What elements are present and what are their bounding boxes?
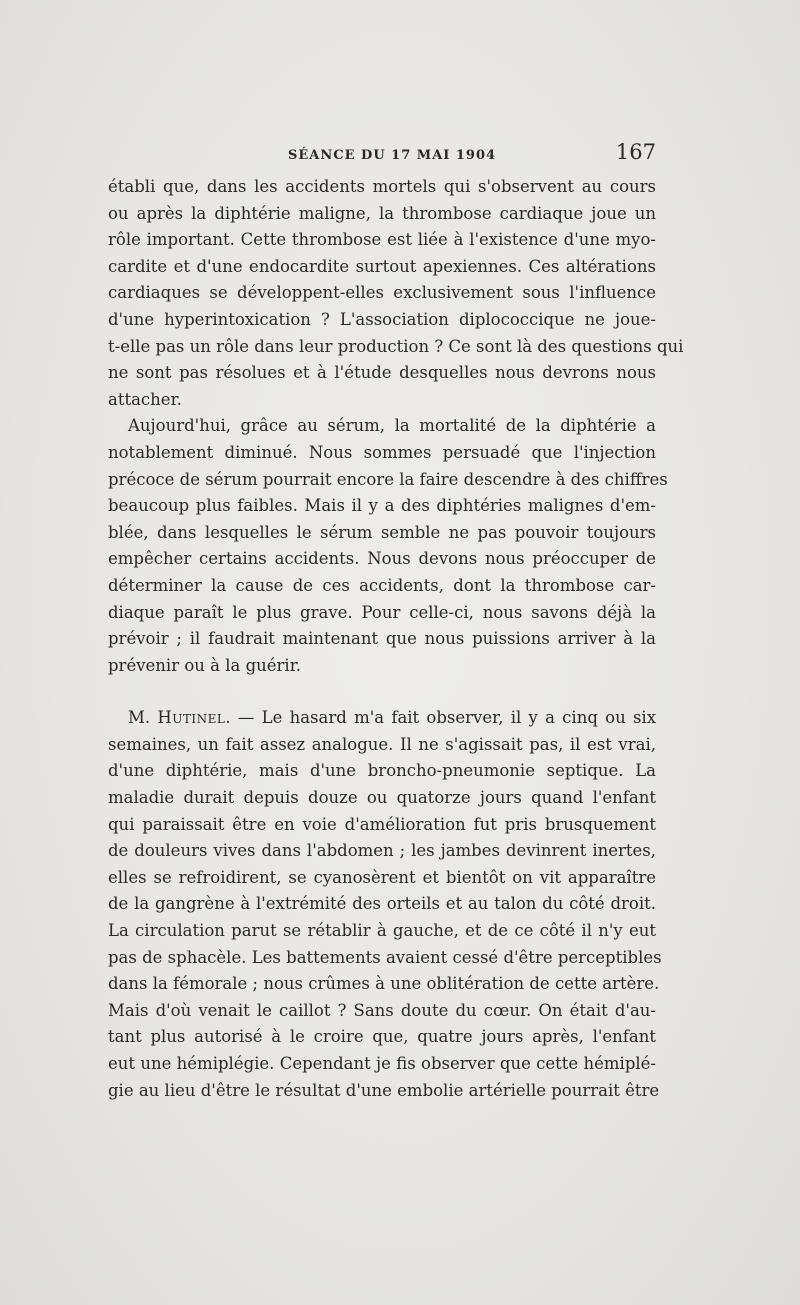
paragraph-gap [108, 679, 656, 705]
paragraph-3 [108, 705, 662, 1104]
text-line: maladie durait depuis douze ou quatorze jours quand l'enfant [108, 788, 656, 808]
text-line: beaucoup plus faibles. Mais il y a des diphtéries malignes d'em- [108, 496, 656, 516]
text-line: prévenir ou à la guérir. [108, 655, 302, 675]
text-line: cardite et d'une endocardite surtout apexiennes. Ces altérations [108, 256, 656, 276]
text-line: précoce de sérum pourrait encore la faire descendre à des chiffres [108, 469, 668, 489]
text-line: notablement diminué. Nous sommes persuadé que l'injection [108, 442, 656, 462]
text-line: cardiaques se développent-elles exclusivement sous l'influence [108, 283, 656, 303]
text-line: Mais d'où venait le caillot ? Sans doute du cœur. On était d'au- [108, 1000, 656, 1020]
text-line: ou après la diphtérie maligne, la thrombose cardiaque joue un [108, 203, 656, 223]
speaker-line-rest: . — Le hasard m'a fait observer, il y a cinq ou six [225, 708, 656, 728]
text-line: semaines, un fait assez analogue. Il ne s'agissait pas, il est vrai, [108, 734, 656, 754]
text-line: attacher. [108, 389, 182, 409]
text-line: rôle important. Cette thrombose est liée à l'existence d'une myo- [108, 230, 656, 250]
text-line: elles se refroidirent, se cyanosèrent et bientôt on vit apparaître [108, 867, 656, 887]
text-line [108, 705, 656, 732]
text-line: déterminer la cause de ces accidents, dont la thrombose car- [108, 575, 656, 595]
page-number: 167 [615, 140, 656, 164]
paragraph-2 [108, 413, 668, 679]
running-head: SÉANCE DU 17 MAI 1904 [288, 148, 497, 163]
text-line: La circulation parut se rétablir à gauche, et de ce côté il n'y eut [108, 921, 656, 941]
text-line: empêcher certains accidents. Nous devons nous préoccuper de [108, 549, 656, 569]
text-line: gie au lieu d'être le résultat d'une embolie artérielle pourrait être [108, 1080, 660, 1100]
speaker-prefix: M. [128, 708, 158, 728]
text-line: établi que, dans les accidents mortels qui s'observent au cours [108, 177, 656, 196]
text-line: prévoir ; il faudrait maintenant que nous puissions arriver à la [108, 629, 656, 649]
text-line: dans la fémorale ; nous crûmes à une oblitération de cette artère. [108, 974, 660, 994]
text-line: d'une diphtérie, mais d'une broncho-pneumonie septique. La [108, 761, 656, 781]
text-line: d'une hyperintoxication ? L'association diplococcique ne joue- [108, 309, 656, 329]
text-line: ne sont pas résolues et à l'étude desquelles nous devrons nous [108, 363, 656, 383]
text-line: pas de sphacèle. Les battements avaient cessé d'être perceptibles [108, 947, 662, 967]
paragraph-1 [108, 174, 684, 413]
text-line: blée, dans lesquelles le sérum semble ne pas pouvoir toujours [108, 522, 656, 542]
text-line: tant plus autorisé à le croire que, quatre jours après, l'enfant [108, 1027, 656, 1047]
text-line: eut une hémiplégie. Cependant je fis observer que cette hémiplé- [108, 1054, 656, 1073]
speaker-name: Hutinel [157, 708, 226, 728]
text-line: de la gangrène à l'extrémité des orteils et au talon du côté droit. [108, 894, 656, 914]
text-line: t-elle pas un rôle dans leur production ? Ce sont là des questions qui [108, 336, 684, 356]
text-line: de douleurs vives dans l'abdomen ; les jambes devinrent inertes, [108, 841, 656, 861]
text-line: Aujourd'hui, grâce au sérum, la mortalité de la diphtérie a [128, 416, 656, 436]
text-line: diaque paraît le plus grave. Pour celle-ci, nous savons déjà la [108, 602, 656, 622]
body-text [108, 174, 684, 1104]
page-header [108, 140, 656, 170]
text-line: qui paraissait être en voie d'amélioration fut pris brusquement [108, 814, 656, 834]
